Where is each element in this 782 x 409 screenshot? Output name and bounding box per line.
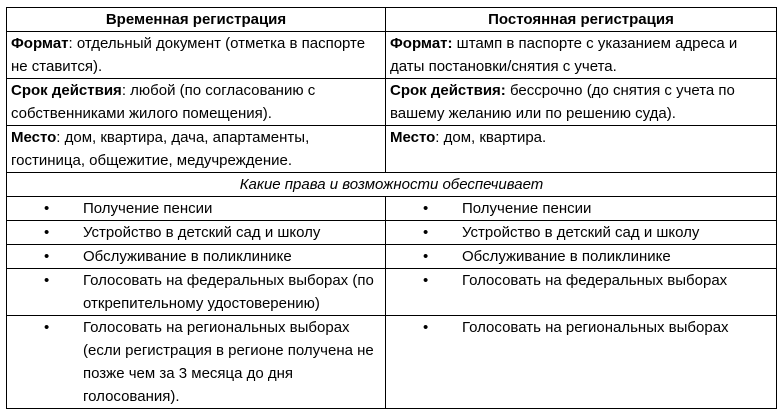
temporary-bullet-cell bbox=[7, 245, 386, 269]
temporary-bullet-text: Устройство в детский сад и школу bbox=[83, 224, 321, 241]
permanent-bullet-text: Получение пенсии bbox=[462, 200, 592, 217]
bullet-row bbox=[7, 245, 777, 269]
bullet-icon: • bbox=[423, 319, 429, 336]
temporary-bullet-cell bbox=[7, 269, 386, 316]
temporary-term-label: Срок действия bbox=[11, 82, 122, 99]
bullet-row bbox=[7, 269, 777, 316]
temporary-term-text: : любой (по согласованию с собственниками жилого помещения). bbox=[11, 82, 316, 122]
temporary-bullet-text: Получение пенсии bbox=[83, 200, 213, 217]
permanent-bullet-text: Голосовать на федеральных выборах bbox=[462, 272, 728, 289]
permanent-bullet-text: Устройство в детский сад и школу bbox=[462, 224, 700, 241]
section-title: Какие права и возможности обеспечивает bbox=[7, 173, 777, 197]
permanent-place-text: : дом, квартира. bbox=[435, 129, 547, 146]
permanent-bullet-cell bbox=[386, 316, 777, 409]
bullet-row bbox=[7, 221, 777, 245]
bullet-icon: • bbox=[423, 248, 429, 265]
permanent-bullet-cell bbox=[386, 269, 777, 316]
bullet-row bbox=[7, 197, 777, 221]
bullet-icon: • bbox=[423, 272, 429, 289]
permanent-bullet-cell bbox=[386, 197, 777, 221]
temporary-format-cell bbox=[7, 32, 386, 79]
permanent-term-text: бессрочно (до снятия с учета по вашему желанию или по решению суда). bbox=[390, 82, 735, 122]
bullet-icon: • bbox=[44, 272, 50, 289]
bullet-icon: • bbox=[44, 248, 50, 265]
temporary-term-cell bbox=[7, 79, 386, 126]
temporary-bullet-cell bbox=[7, 197, 386, 221]
permanent-place-label: Место bbox=[390, 129, 436, 146]
section-row bbox=[7, 173, 777, 197]
temporary-place-text: : дом, квартира, дача, апартаменты, гостиница, общежитие, медучреждение. bbox=[11, 129, 310, 169]
permanent-format-cell bbox=[386, 32, 777, 79]
temporary-bullet-text: Голосовать на региональных выборах (если регистрация в регионе получена не позже чем за 3 месяца до дня голосования). bbox=[83, 319, 374, 405]
header-permanent: Постоянная регистрация bbox=[386, 8, 777, 32]
bullet-icon: • bbox=[44, 319, 50, 336]
permanent-place-cell bbox=[386, 126, 777, 173]
permanent-bullet-cell bbox=[386, 221, 777, 245]
place-row bbox=[7, 126, 777, 173]
temporary-bullet-cell bbox=[7, 221, 386, 245]
permanent-format-label: Формат: bbox=[390, 35, 453, 52]
term-row bbox=[7, 79, 777, 126]
temporary-place-cell bbox=[7, 126, 386, 173]
temporary-bullet-cell bbox=[7, 316, 386, 409]
bullet-icon: • bbox=[44, 224, 50, 241]
bullet-icon: • bbox=[423, 200, 429, 217]
permanent-bullet-cell bbox=[386, 245, 777, 269]
registration-comparison-table bbox=[6, 7, 777, 409]
bullet-icon: • bbox=[44, 200, 50, 217]
temporary-format-text: : отдельный документ (отметка в паспорте не ставится). bbox=[11, 35, 366, 75]
permanent-term-cell bbox=[386, 79, 777, 126]
bullet-icon: • bbox=[423, 224, 429, 241]
header-row bbox=[7, 8, 777, 32]
format-row bbox=[7, 32, 777, 79]
temporary-bullet-text: Обслуживание в поликлинике bbox=[83, 248, 292, 265]
header-temporary: Временная регистрация bbox=[7, 8, 386, 32]
temporary-format-label: Формат bbox=[11, 35, 69, 52]
permanent-term-label: Срок действия: bbox=[390, 82, 506, 99]
permanent-bullet-text: Обслуживание в поликлинике bbox=[462, 248, 671, 265]
permanent-format-text: штамп в паспорте с указанием адреса и даты постановки/снятия с учета. bbox=[390, 35, 738, 75]
permanent-bullet-text: Голосовать на региональных выборах bbox=[462, 319, 729, 336]
bullet-row bbox=[7, 316, 777, 409]
temporary-bullet-text: Голосовать на федеральных выборах (по открепительному удостоверению) bbox=[83, 272, 374, 312]
temporary-place-label: Место bbox=[11, 129, 57, 146]
